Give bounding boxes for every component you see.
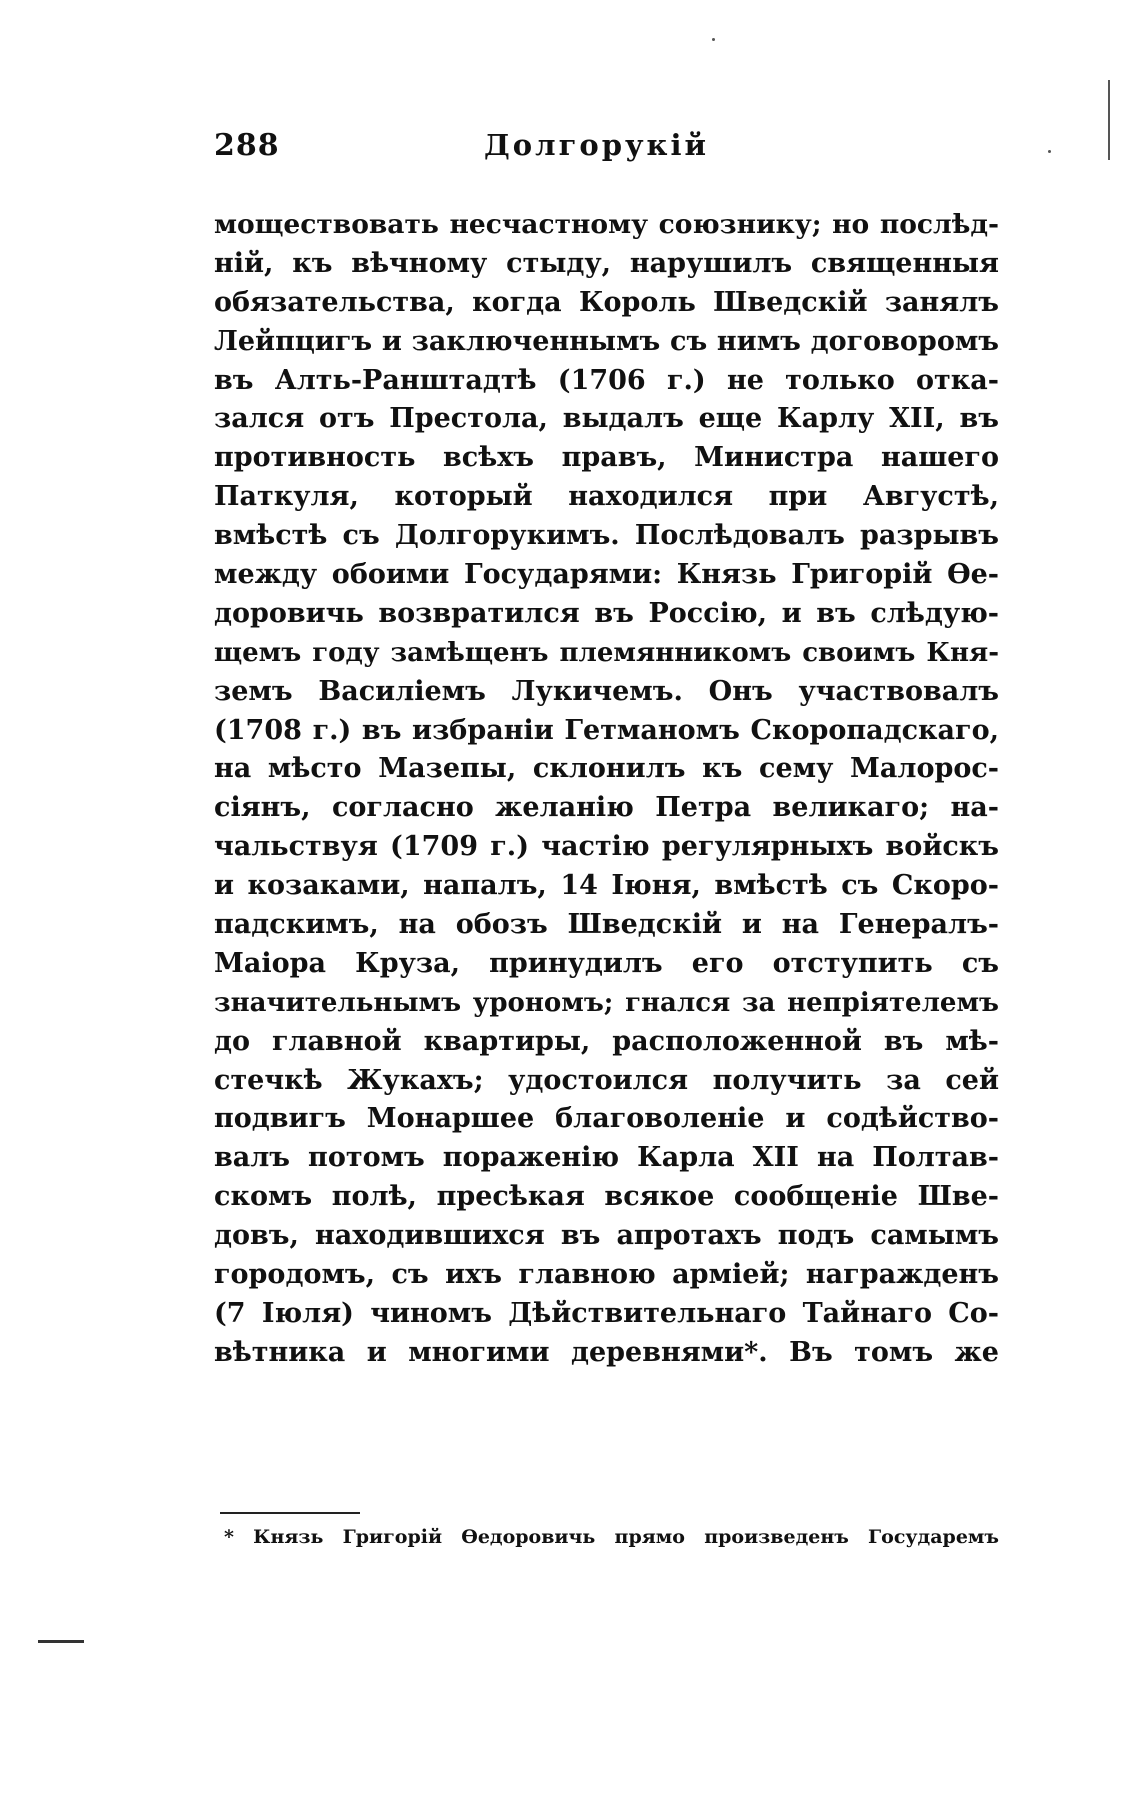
text-line: сіянъ, согласно желанію Петра великаго; на- <box>214 792 999 824</box>
text-line: значительнымъ урономъ; гнался за непріятелемъ <box>214 987 999 1018</box>
text-line: до главной квартиры, расположенной въ мѣ- <box>214 1025 999 1057</box>
text-line: моществовать несчастному союзнику; но послѣд- <box>214 209 999 240</box>
page-edge-mark <box>1108 80 1110 160</box>
scan-speck <box>712 38 715 41</box>
footnote: * Князь Григорій Ѳедоровичь прямо произведенъ Государемъ <box>224 1526 999 1548</box>
text-line: въ Алть-Ранштадтѣ (1706 г.) не только отка- <box>214 364 999 396</box>
text-line: на мѣсто Мазепы, склонилъ къ сему Малорос- <box>214 753 999 785</box>
text-line: зался отъ Престола, выдалъ еще Карлу XII, въ <box>214 403 999 435</box>
text-line: валъ потомъ пораженію Карла XII на Полтав- <box>214 1142 999 1174</box>
margin-mark <box>38 1640 84 1643</box>
text-line: (1708 г.) въ избраніи Гетманомъ Скоропадскаго, <box>214 714 999 746</box>
text-line: обязательства, когда Король Шведскій занялъ <box>214 286 999 318</box>
text-line: Паткуля, который находился при Августѣ, <box>214 481 999 513</box>
text-line: земъ Василіемъ Лукичемъ. Онъ участвовалъ <box>214 675 999 707</box>
text-line: (7 Іюля) чиномъ Дѣйствительнаго Тайнаго Со- <box>214 1297 999 1329</box>
text-line: чальствуя (1709 г.) частію регулярныхъ войскъ <box>214 831 999 863</box>
text-line: вѣтника и многими деревнями*. Въ томъ же <box>214 1336 999 1368</box>
body-text <box>214 206 999 1373</box>
text-line: Лейпцигъ и заключеннымъ съ нимъ договоромъ <box>214 325 999 357</box>
text-line: довъ, находившихся въ апротахъ подъ самымъ <box>214 1220 999 1252</box>
page-number: 288 <box>214 128 280 163</box>
text-line: стечкѣ Жукахъ; удостоился получить за сей <box>214 1064 999 1096</box>
text-line: скомъ полѣ, пресѣкая всякое сообщеніе Шве- <box>214 1181 999 1213</box>
text-line: противность всѣхъ правъ, Министра нашего <box>214 442 999 474</box>
text-line: между обоими Государями: Князь Григорій Ѳе- <box>214 559 999 591</box>
text-line: городомъ, съ ихъ главною арміей; награжденъ <box>214 1259 999 1291</box>
text-line: доровичь возвратился въ Россію, и въ слѣдую- <box>214 597 999 629</box>
text-line: Маіора Круза, принудилъ его отступить съ <box>214 947 999 979</box>
footnote-rule <box>220 1512 360 1514</box>
scan-speck <box>1048 150 1051 153</box>
running-head: Долгорукій <box>484 128 709 162</box>
text-line: подвигъ Монаршее благоволеніе и содѣйство- <box>214 1103 999 1135</box>
page-header <box>214 128 999 178</box>
text-line: вмѣстѣ съ Долгорукимъ. Послѣдовалъ разрывъ <box>214 520 999 552</box>
text-line: ній, къ вѣчному стыду, нарушилъ священныя <box>214 247 999 279</box>
text-line: щемъ году замѣщенъ племянникомъ своимъ Кня- <box>214 637 999 668</box>
text-line: и козаками, напалъ, 14 Іюня, вмѣстѣ съ Скоро- <box>214 870 999 902</box>
text-line: падскимъ, на обозъ Шведскій и на Генералъ- <box>214 909 999 941</box>
